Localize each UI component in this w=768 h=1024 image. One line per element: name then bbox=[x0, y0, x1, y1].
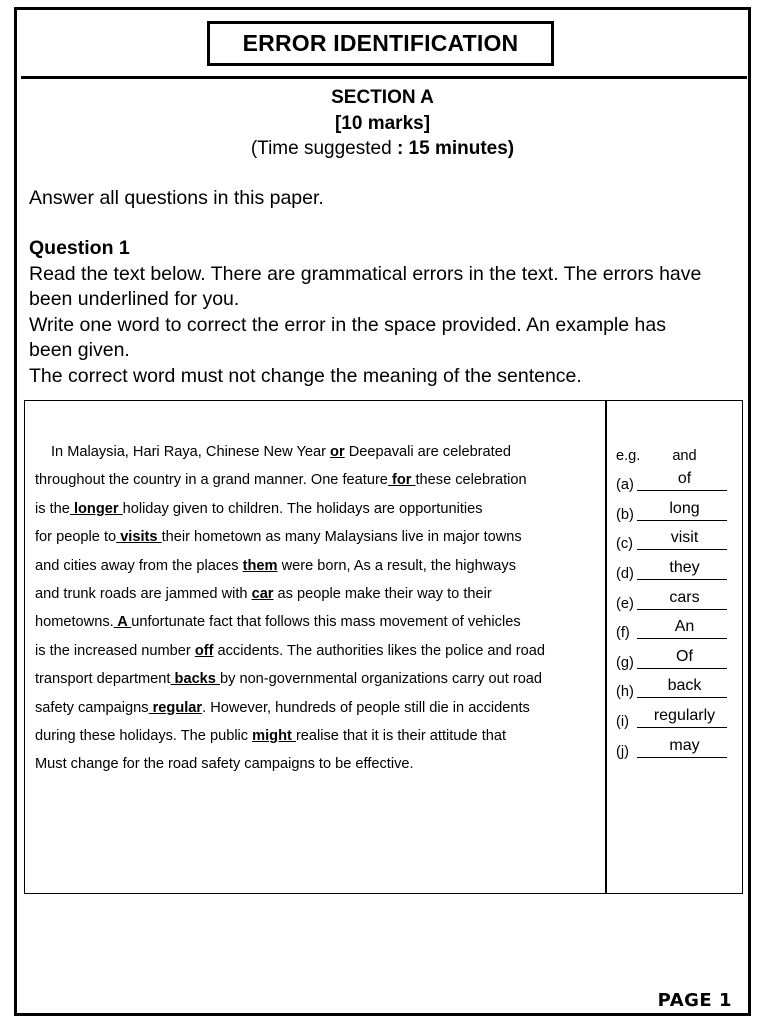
answer-value[interactable]: they bbox=[669, 558, 700, 576]
answer-item bbox=[616, 704, 741, 734]
marks-label: [10 marks] bbox=[334, 113, 431, 134]
error-word: regular bbox=[148, 699, 203, 716]
answer-item bbox=[616, 527, 741, 557]
answer-value[interactable]: long bbox=[669, 499, 700, 517]
answer-blank-line bbox=[637, 549, 727, 550]
answer-blank-line bbox=[637, 727, 727, 728]
passage-line: Must change for the road safety campaigns to be effective. bbox=[35, 756, 414, 773]
answer-blank-line bbox=[637, 520, 727, 521]
answer-label: (d) bbox=[616, 565, 634, 582]
answer-item bbox=[616, 497, 741, 527]
instruction-line: Write one word to correct the error in the space provided. An example has bbox=[29, 313, 666, 336]
instruction-line: The correct word must not change the meaning of the sentence. bbox=[29, 364, 582, 387]
answer-item bbox=[616, 616, 741, 646]
answer-label: (g) bbox=[616, 654, 634, 671]
instruction-line: been underlined for you. bbox=[29, 288, 240, 310]
answer-item bbox=[616, 645, 741, 675]
error-word: them bbox=[242, 557, 278, 574]
answer-label: (b) bbox=[616, 506, 634, 523]
passage-line: In Malaysia, Hari Raya, Chinese New Year or Deepavali are celebrated bbox=[51, 444, 511, 460]
page-title: ERROR IDENTIFICATION bbox=[207, 21, 554, 66]
answer-label: (j) bbox=[616, 743, 629, 760]
error-word: car bbox=[251, 585, 274, 602]
answer-column bbox=[616, 438, 741, 764]
answer-item bbox=[616, 556, 741, 586]
answer-value[interactable]: regularly bbox=[653, 706, 716, 724]
header-divider bbox=[21, 76, 747, 79]
passage-line: and trunk roads are jammed with car as people make their way to their bbox=[35, 585, 492, 602]
example-value: and bbox=[672, 447, 697, 464]
answer-value[interactable]: back bbox=[667, 677, 702, 695]
error-word: backs bbox=[170, 671, 220, 688]
time-prefix: (Time suggested bbox=[250, 138, 397, 159]
error-word: might bbox=[252, 727, 296, 744]
answer-label: (i) bbox=[616, 713, 629, 730]
answer-value[interactable]: An bbox=[674, 618, 695, 636]
error-word: or bbox=[330, 444, 345, 460]
passage-line: and cities away from the places them were born, As a result, the highways bbox=[35, 557, 517, 574]
answer-column-divider bbox=[605, 400, 607, 894]
time-suggested bbox=[14, 138, 751, 160]
passage-line: during these holidays. The public might realise that it is their attitude that bbox=[35, 727, 507, 744]
instruction-line: Read the text below. There are grammatical errors in the text. The errors have bbox=[29, 262, 702, 285]
answer-blank-line bbox=[637, 609, 727, 610]
error-word: for bbox=[387, 472, 416, 489]
page-number: PAGE 1 bbox=[657, 990, 732, 1011]
passage-line: safety campaigns regular. However, hundreds of people still die in accidents bbox=[35, 699, 530, 716]
answer-blank-line bbox=[637, 638, 727, 639]
passage-line: is the increased number off accidents. The authorities likes the police and road bbox=[35, 642, 545, 659]
question-title: Question 1 bbox=[29, 237, 130, 259]
answer-item bbox=[616, 586, 741, 616]
passage-line: transport department backs by non-governmental organizations carry out road bbox=[35, 671, 543, 688]
passage-line: throughout the country in a grand manner. One feature for these celebration bbox=[35, 472, 527, 489]
question-instructions bbox=[29, 236, 749, 389]
answer-item bbox=[616, 675, 741, 705]
general-instruction: Answer all questions in this paper. bbox=[29, 187, 324, 209]
passage-line: hometowns. A unfortunate fact that follows this mass movement of vehicles bbox=[35, 614, 521, 631]
answer-label: (a) bbox=[616, 477, 634, 494]
answer-blank-line bbox=[637, 668, 727, 669]
section-heading: SECTION A bbox=[331, 87, 434, 108]
example-label: e.g. bbox=[616, 447, 641, 464]
example-answer bbox=[616, 438, 741, 468]
error-word: visits bbox=[116, 529, 162, 546]
answer-blank-line bbox=[637, 697, 727, 698]
answer-blank-line bbox=[637, 579, 727, 580]
answer-value[interactable]: may bbox=[669, 736, 700, 754]
answer-blank-line bbox=[637, 490, 727, 491]
answer-value[interactable]: cars bbox=[669, 588, 700, 606]
instruction-line: been given. bbox=[29, 339, 130, 361]
answer-label: (c) bbox=[616, 536, 634, 553]
answer-label: (e) bbox=[616, 595, 634, 612]
answer-blank-line bbox=[637, 757, 727, 758]
passage-line: for people to visits their hometown as many Malaysians live in major towns bbox=[35, 529, 522, 546]
error-word: longer bbox=[69, 500, 123, 517]
answer-value[interactable]: visit bbox=[670, 529, 699, 547]
answer-item bbox=[616, 734, 741, 764]
error-word: off bbox=[194, 642, 214, 659]
time-value: : 15 minutes) bbox=[396, 138, 515, 159]
passage-line: is the longer holiday given to children. The holidays are opportunities bbox=[35, 500, 483, 517]
answer-value[interactable]: of bbox=[677, 470, 692, 488]
answer-label: (f) bbox=[616, 625, 630, 642]
answer-item bbox=[616, 468, 741, 498]
answer-value[interactable]: Of bbox=[676, 647, 693, 665]
error-word: A bbox=[113, 614, 132, 631]
answer-label: (h) bbox=[616, 684, 634, 701]
passage-text bbox=[35, 438, 601, 779]
